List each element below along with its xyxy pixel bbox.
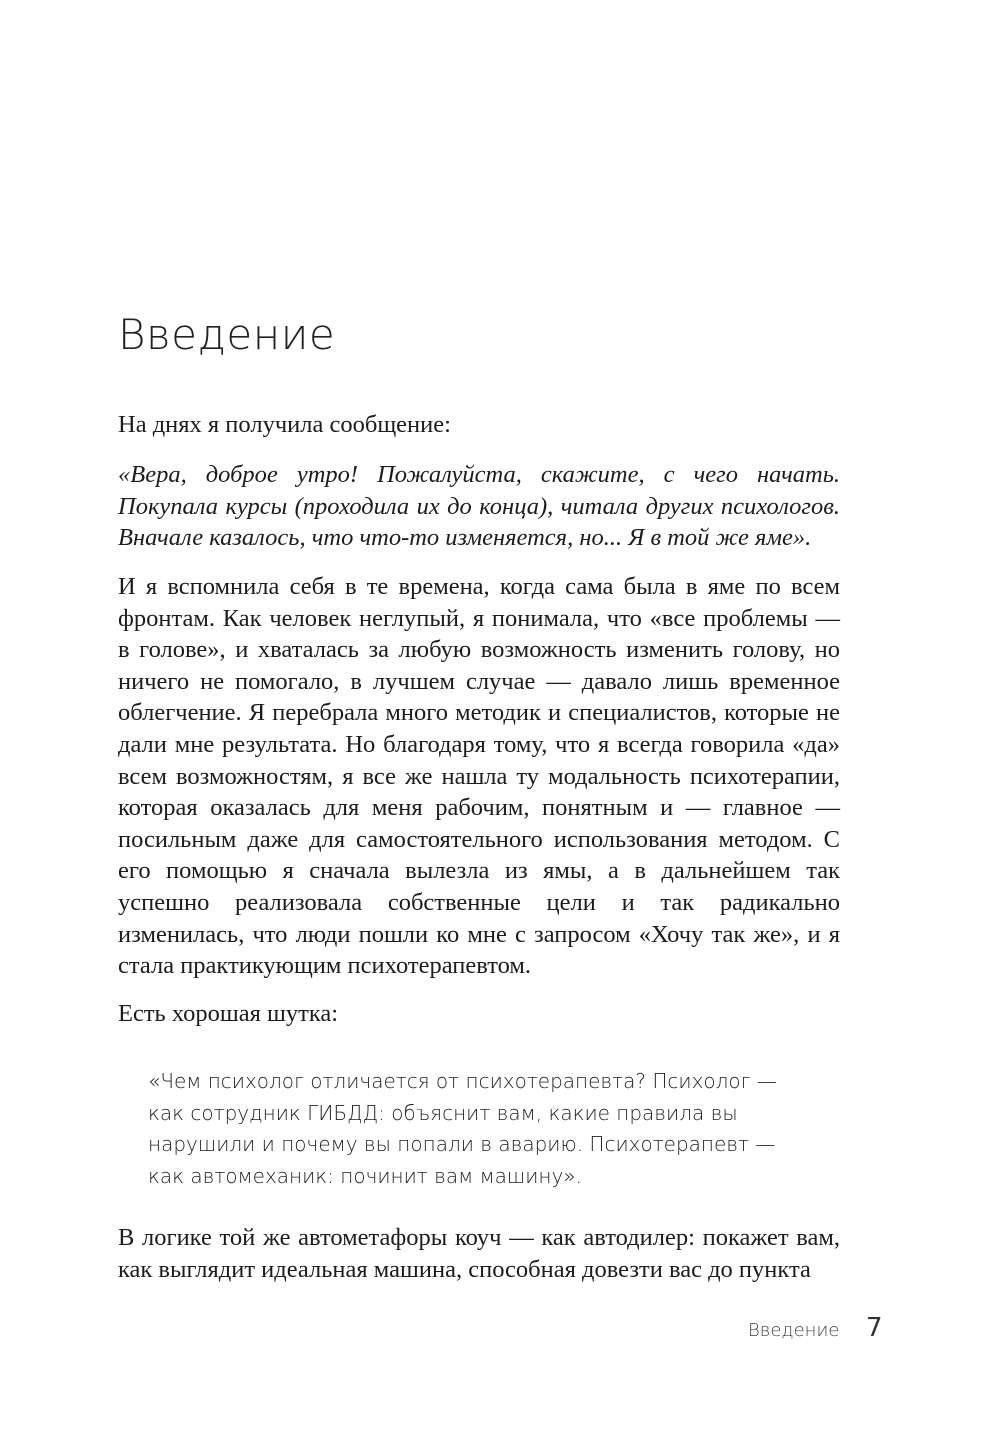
chapter-title: Введение [118,310,336,359]
paragraph-joke-intro: Есть хорошая шутка: [118,1000,339,1027]
joke-quote: «Чем психолог отличается от психотерапевта? Психолог — как сотрудник ГИБДД: объяснит вам, какие правила вы нарушили и почему вы попали в аварию. Психотерапевт — как автомеханик: починит вам машину». [148,1069,777,1188]
running-footer-title: Введение [748,1320,840,1341]
paragraph-quoted-message: «Вера, доброе утро! Пожалуйста, скажите, с чего начать. Покупала курсы (проходила их до конца), читала других психологов. Вначале казалось, что что-то изменяется, но... Я в той же яме». [118,461,840,552]
paragraph-continuation: В логике той же автометафоры коуч — как автодилер: покажет вам, как выглядит идеальная машина, способная довезти вас до пункта [118,1224,840,1283]
paragraph-intro: На днях я получила сообщение: [118,411,451,438]
paragraph-story: И я вспомнила себя в те времена, когда сама была в яме по всем фронтам. Как человек неглупый, я понимала, что «все проблемы — в голове», и хваталась за любую возможность изменить голову, но ничего не помогало, в лучшем случае — давало лишь временное облегчение. Я перебрала много методик и специалистов, которые не дали мне результата. Но благодаря тому, что я всегда говорила «да» всем возможностям, я все же нашла ту модальность психотерапии, которая оказалась для меня рабочим, понятным и — главное — посильным даже для самостоятельного использования методом. С его помощью я сначала вылезла из ямы, а в дальнейшем так успешно реализовала собственные цели и так радикально изменилась, что люди пошли ко мне с запросом «Хочу так же», и я стала практикующим психотерапевтом. [118,573,840,980]
page-number: 7 [866,1313,883,1343]
